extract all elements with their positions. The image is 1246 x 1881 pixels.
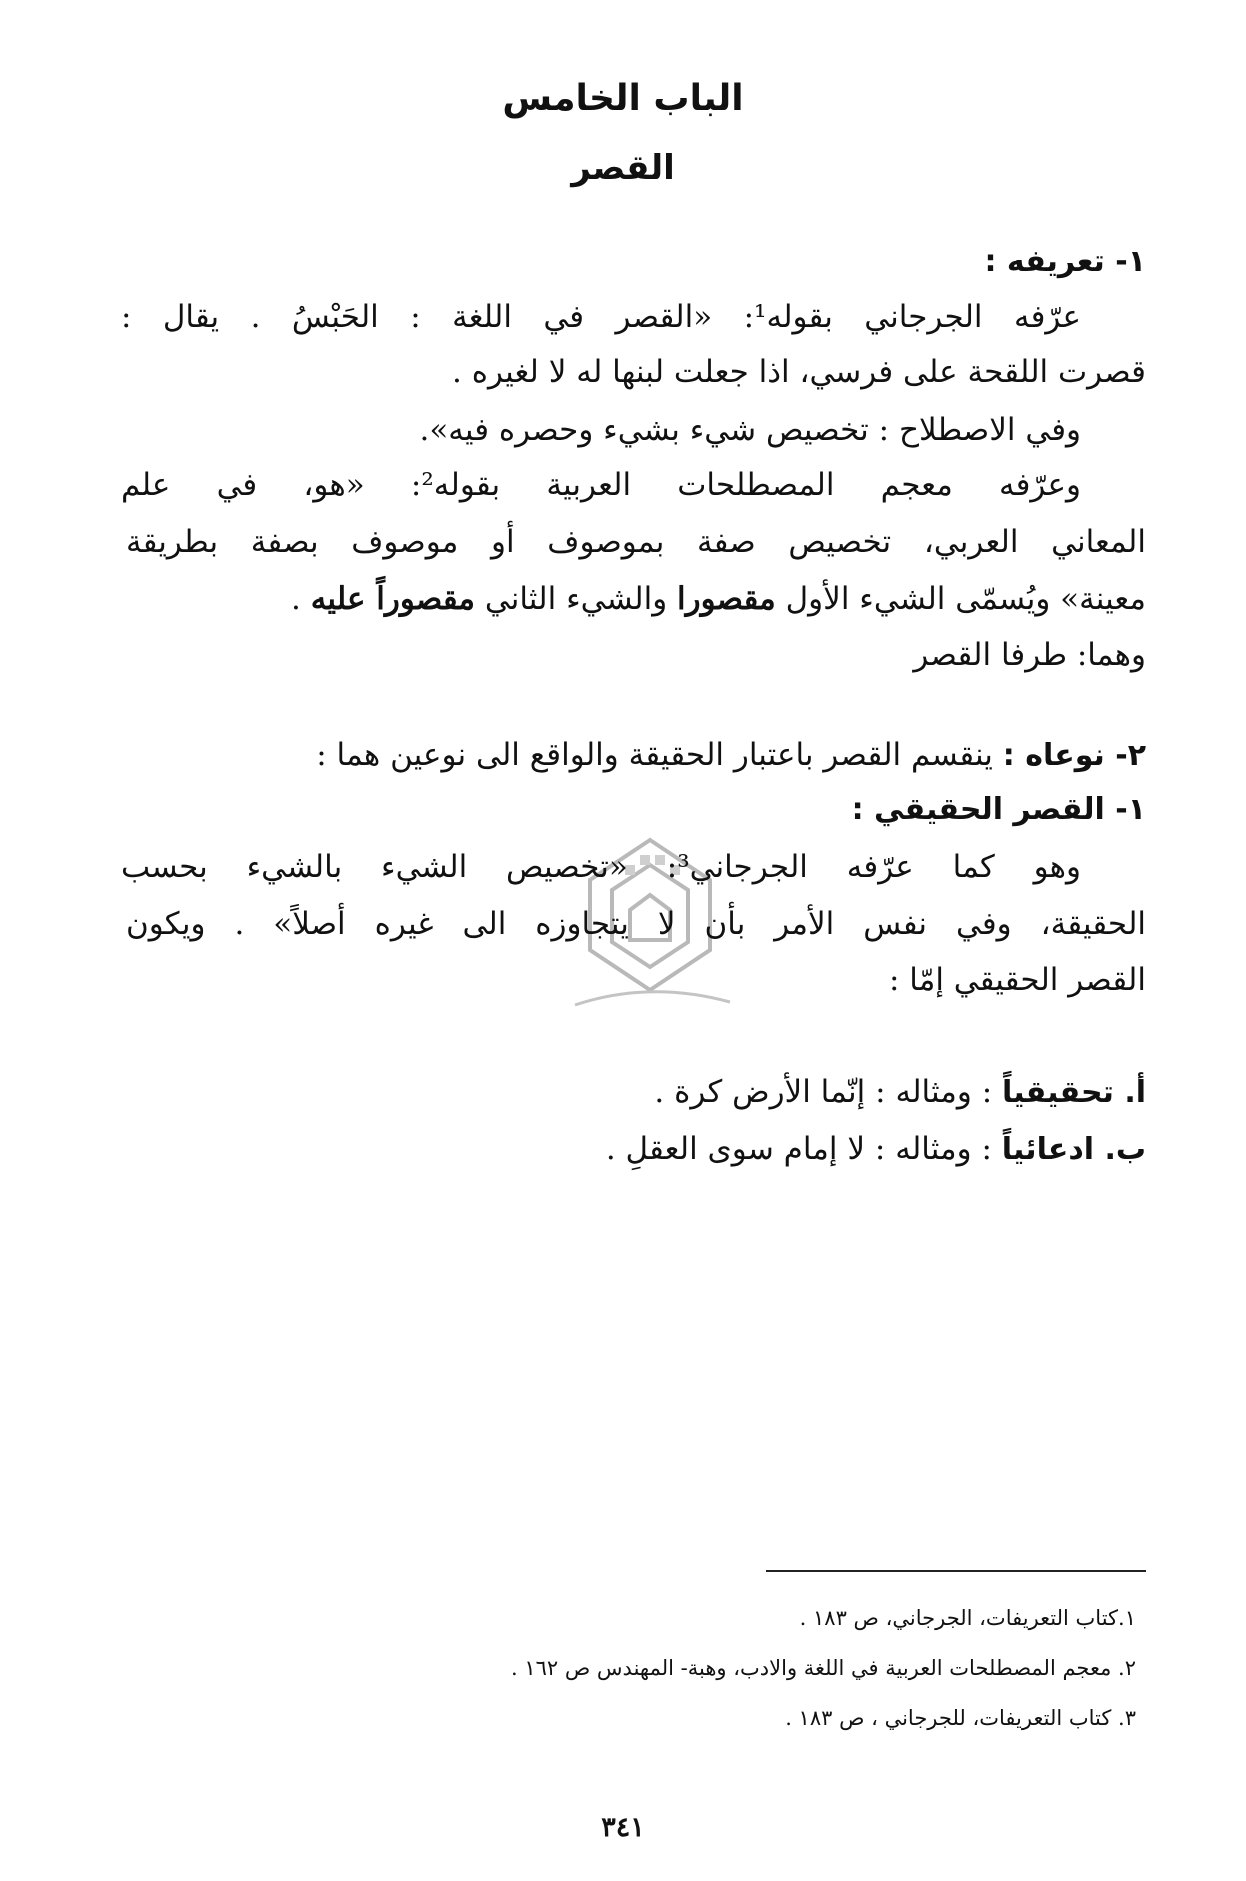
list-item-label: أ. تحقيقياً <box>1002 1075 1146 1110</box>
paragraph-line: وعرّفه معجم المصطلحات العربية بقوله²: «هو، في علم <box>121 467 1082 503</box>
list-item <box>126 1070 1146 1115</box>
list-item-label: ب. ادعائياً <box>1001 1132 1146 1167</box>
subsection-heading-real-restriction: ١- القصر الحقيقي : <box>851 792 1146 827</box>
text-run: معينة» ويُسمّى الشيء الأول <box>775 581 1146 617</box>
paragraph-line: القصر الحقيقي إمّا : <box>888 962 1146 998</box>
list-item-text: : ومثاله : إنّما الأرض كرة . <box>654 1074 1003 1110</box>
section-heading-definition: ١- تعريفه : <box>984 244 1146 279</box>
paragraph-line: وهما: طرفا القصر <box>913 637 1146 673</box>
paragraph-line: قصرت اللقحة على فرسي، اذا جعلت لبنها له لا لغيره . <box>452 354 1146 390</box>
paragraph-line: المعاني العربي، تخصيص صفة بموصوف أو موصوف بصفة بطريقة <box>126 524 1146 560</box>
text-run: ينقسم القصر باعتبار الحقيقة والواقع الى نوعين هما : <box>316 737 1003 773</box>
paragraph-line: عرّفه الجرجاني بقوله¹: «القصر في اللغة : الحَبْسُ . يقال : <box>121 299 1081 335</box>
types-heading-label: ٢- نوعاه : <box>1002 738 1146 773</box>
bold-term: مقصورا <box>677 581 776 617</box>
bold-term: مقصوراً عليه <box>310 581 476 617</box>
text-run: . <box>291 581 311 617</box>
footnote: ١.كتاب التعريفات، الجرجاني، ص ١٨٣ . <box>799 1606 1136 1630</box>
section-heading-types <box>126 733 1146 778</box>
chapter-title: القصر <box>571 148 675 188</box>
footnote-divider <box>766 1570 1146 1572</box>
paragraph-line: وفي الاصطلاح : تخصيص شيء بشيء وحصره فيه». <box>419 412 1081 448</box>
footnote: ٣. كتاب التعريفات، للجرجاني ، ص ١٨٣ . <box>785 1706 1136 1730</box>
paragraph-line: وهو كما عرّفه الجرجاني³: «تخصيص الشيء بالشيء بحسب <box>121 849 1081 885</box>
paragraph-line: الحقيقة، وفي نفس الأمر بأن لا يتجاوزه الى غيره أصلاً» . ويكون <box>126 906 1146 942</box>
chapter-heading: الباب الخامس <box>502 78 744 119</box>
text-run: والشيء الثاني <box>475 581 678 617</box>
footnote: ٢. معجم المصطلحات العربية في اللغة والادب، وهبة- المهندس ص ١٦٢ . <box>510 1656 1136 1680</box>
list-item <box>126 1127 1146 1172</box>
list-item-text: : ومثاله : لا إمام سوى العقلِ . <box>605 1131 1002 1167</box>
paragraph-line <box>126 577 1146 621</box>
page-number: ٣٤١ <box>601 1812 645 1843</box>
